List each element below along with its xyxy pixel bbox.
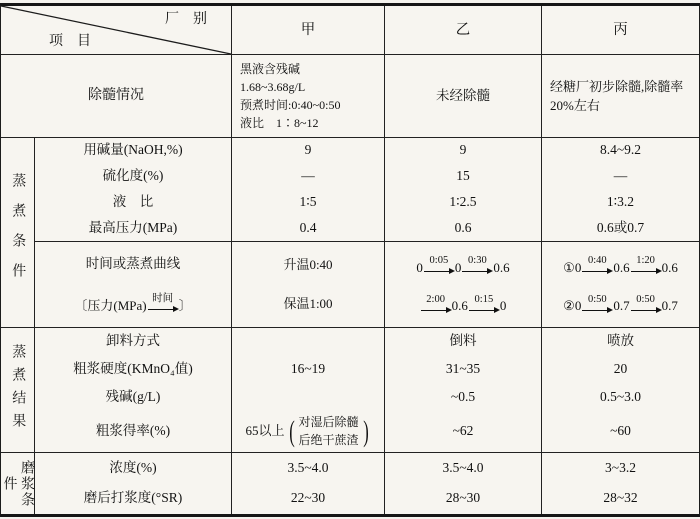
cell-sulfidity-bing: — (541, 163, 699, 189)
row-label-alkali-charge: 用碱量(NaOH,%) (34, 137, 231, 163)
arrow-right-icon (582, 306, 612, 314)
cell-hardness-bing: 20 (541, 355, 699, 383)
row-label-sulfidity: 硫化度(%) (34, 163, 231, 189)
cell-residual-jia (231, 383, 384, 411)
row-label-beating-degree: 磨后打浆度(°SR) (34, 483, 231, 514)
corner-factory-label: 厂 别 (165, 12, 207, 27)
column-header-yi: 乙 (384, 6, 541, 54)
cell-beating-yi: 28~30 (384, 483, 541, 514)
cell-liquor-ratio-yi: 1∶2.5 (384, 189, 541, 215)
cell-sulfidity-jia: — (231, 163, 384, 189)
curve-jia-line1: 升温0:40 (283, 257, 333, 273)
cell-liquor-ratio-jia: 1∶5 (231, 189, 384, 215)
cell-alkali-jia: 9 (231, 137, 384, 163)
cooking-curve-label-line1: 时间或蒸煮曲线 (85, 256, 181, 272)
cell-depithing-yi: 未经除髓 (384, 54, 541, 137)
curve-bing-line2: ② 0 0:50 0.7 0:50 0.7 (563, 293, 678, 314)
cell-discharge-jia (231, 327, 384, 355)
yield-jia-value: 65以上 (245, 423, 285, 439)
section-label-cooking-results: 蒸煮结果 (1, 327, 34, 452)
arrow-right-icon (148, 305, 178, 313)
arrow-right-icon (469, 306, 499, 314)
row-label-cooking-curve (34, 241, 231, 327)
cell-yield-bing: ~60 (541, 411, 699, 452)
row-label-consistency: 浓度(%) (34, 452, 231, 483)
depithing-jia-line: 液比 1∶8~12 (240, 116, 319, 130)
cell-depithing-bing (541, 54, 699, 137)
curve-label-open: 〔压力(MPa) (74, 297, 147, 313)
cell-consistency-jia: 3.5~4.0 (231, 452, 384, 483)
curve-label-close: 〕 (178, 297, 192, 313)
cell-curve-bing (541, 241, 699, 327)
curve-yi-line1: 0 0:05 0 0:30 0.6 (416, 255, 510, 275)
circled-one: ① (563, 259, 575, 275)
arrow-right-icon (631, 306, 661, 314)
arrow-right-icon (424, 267, 454, 275)
cell-hardness-yi: 31~35 (384, 355, 541, 383)
yield-jia-notes: 对湿后除髓 后绝干蔗渣 (298, 415, 359, 447)
cooking-curve-label-line2 (74, 293, 191, 313)
arrow-right-icon (631, 267, 661, 275)
cell-curve-yi (384, 241, 541, 327)
depithing-jia-line: 预煮时间:0:40~0:50 (240, 98, 341, 112)
arrow-right-icon (421, 306, 451, 314)
cell-hardness-jia: 16~19 (231, 355, 384, 383)
time-arrow: 时间 (148, 293, 178, 313)
cell-residual-bing: 0.5~3.0 (541, 383, 699, 411)
cell-discharge-bing: 喷放 (541, 327, 699, 355)
cell-alkali-yi: 9 (384, 137, 541, 163)
corner-header-cell (1, 6, 231, 54)
comparison-table (0, 3, 700, 517)
cell-beating-bing: 28~32 (541, 483, 699, 514)
row-label-discharge-method: 卸料方式 (34, 327, 231, 355)
cell-liquor-ratio-bing: 1∶3.2 (541, 189, 699, 215)
row-label-max-pressure: 最高压力(MPa) (34, 215, 231, 241)
cell-sulfidity-yi: 15 (384, 163, 541, 189)
cell-residual-yi: ~0.5 (384, 383, 541, 411)
cell-max-pressure-yi: 0.6 (384, 215, 541, 241)
cell-max-pressure-bing: 0.6或0.7 (541, 215, 699, 241)
row-label-liquor-ratio: 液 比 (34, 189, 231, 215)
big-paren-open: ( (288, 415, 295, 448)
curve-jia-line2: 保温1:00 (283, 295, 333, 311)
cell-yield-yi: ~62 (384, 411, 541, 452)
depithing-jia-line: 1.68~3.68g/L (240, 80, 306, 94)
cell-consistency-bing: 3~3.2 (541, 452, 699, 483)
row-label-residual-alkali: 残碱(g/L) (34, 383, 231, 411)
cell-depithing-jia (231, 54, 384, 137)
curve-bing-line1: ① 0 0:40 0.6 1:20 0.6 (563, 255, 678, 275)
cell-alkali-bing: 8.4~9.2 (541, 137, 699, 163)
cell-curve-jia (231, 241, 384, 327)
column-header-bing: 丙 (541, 6, 699, 54)
cell-beating-jia: 22~30 (231, 483, 384, 514)
cell-consistency-yi: 3.5~4.0 (384, 452, 541, 483)
circled-two: ② (563, 298, 575, 314)
corner-item-label: 项 目 (49, 33, 91, 49)
cell-discharge-yi: 倒料 (384, 327, 541, 355)
curve-yi-line2: 2:00 0.6 0:15 0 (420, 294, 507, 314)
row-label-pulp-yield: 粗浆得率(%) (34, 411, 231, 452)
row-label-pulp-hardness: 粗浆硬度(KMnO₄值) (34, 355, 231, 383)
depithing-bing-line: 20%左右 (550, 98, 600, 113)
arrow-right-icon (462, 267, 492, 275)
cell-yield-jia (231, 411, 384, 452)
row-label-depithing: 除髓情况 (1, 54, 231, 137)
arrow-right-icon (582, 267, 612, 275)
depithing-jia-line: 黑液含残碱 (240, 62, 301, 76)
section-label-cooking-conditions: 蒸煮条件 (1, 137, 34, 327)
big-paren-close: ) (362, 415, 369, 448)
section-label-refining-conditions: 磨浆条件 (1, 452, 34, 514)
column-header-jia: 甲 (231, 6, 384, 54)
cell-max-pressure-jia: 0.4 (231, 215, 384, 241)
depithing-bing-line: 经糖厂初步除髓,除髓率 (550, 78, 684, 94)
